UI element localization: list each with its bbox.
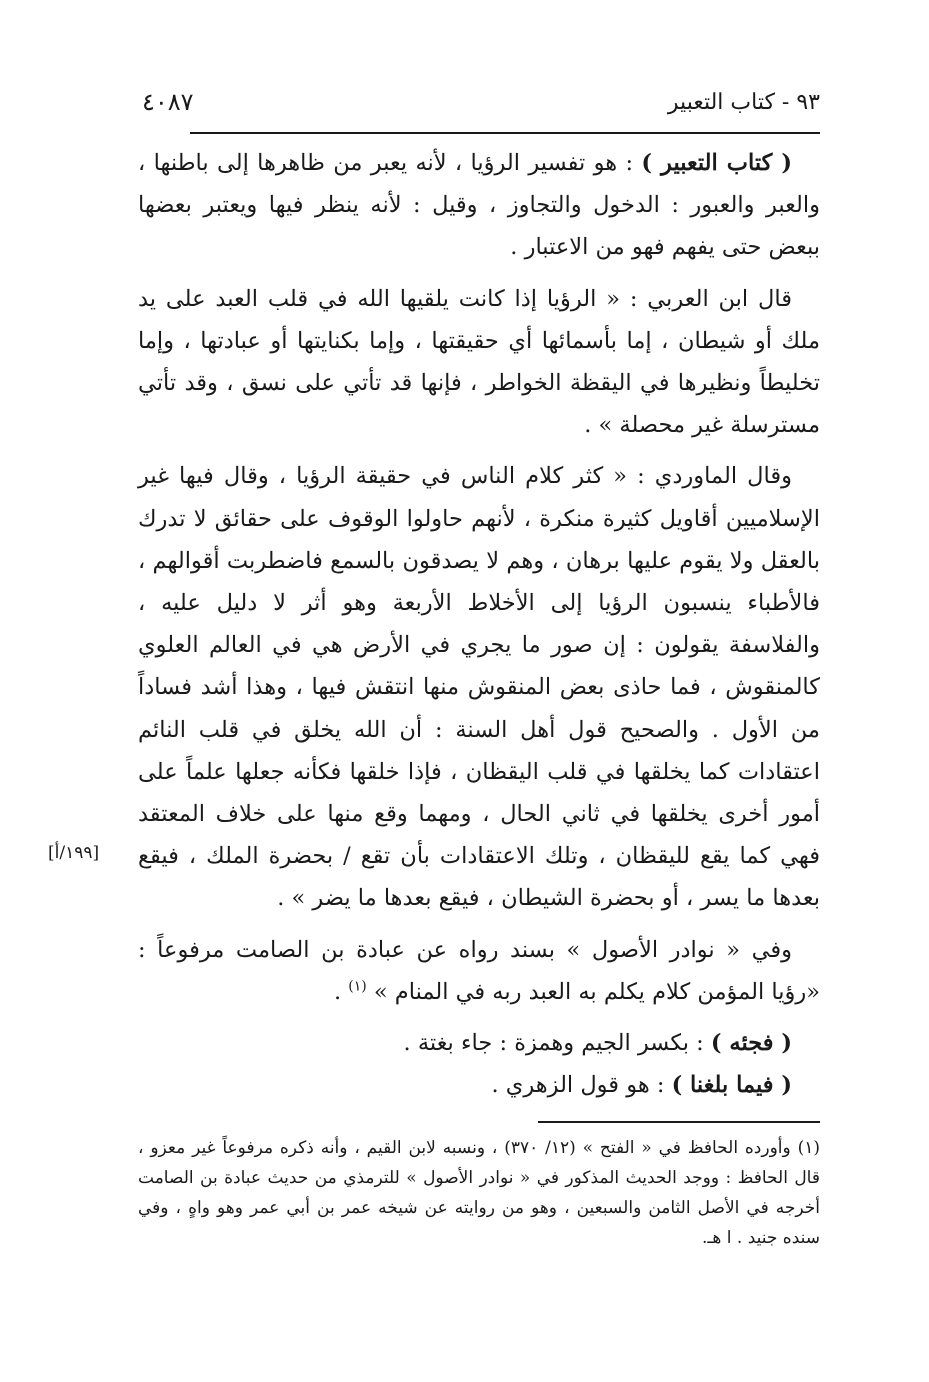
paragraph-text: وفي « نوادر الأصول » بسند رواه عن عبادة بن الصامت مرفوعاً : «رؤيا المؤمن كلام يكلم به العبد ربه في المنام » [138,936,820,1005]
footnote-separator [538,1121,820,1123]
term-heading: ( كتاب التعبير ) [641,150,792,176]
header-rule [190,132,820,134]
paragraph-text: : هو تفسير الرؤيا ، لأنه يعبر من ظاهرها إلى باطنها ، والعبر والعبور : الدخول والتجاوز ، وقيل : لأنه ينظر فيها ويعتبر بعضها ببعض حتى يفهم فهو من الاعتبار . [138,150,820,261]
page-header [138,86,820,126]
term-heading: ( فيما بلغنا ) [671,1072,792,1099]
term-heading: ( فجئه ) [710,1030,792,1057]
entry-text: : بكسر الجيم وهمزة : جاء بغتة . [403,1030,711,1057]
manuscript-margin-reference: [١٩٩/أ] [48,843,100,863]
paragraph-end: . [333,978,349,1005]
entry-text: : هو قول الزهري . [491,1072,672,1099]
paragraph-nawadir-al-usul [138,929,820,1013]
main-text [138,142,820,1106]
paragraph-kitab-al-tabir [138,142,820,269]
entry-fima-balaghana [138,1064,820,1106]
entry-fajiah [138,1022,820,1064]
paragraph-ibn-al-arabi: قال ابن العربي : « الرؤيا إذا كانت يلقيها الله في قلب العبد على يد ملك أو شيطان ، إما بأسمائها أي حقيقتها ، وإما بكنايتها أو عبادتها ، وإما تخليطاً ونظيرها في اليقظة الخواطر ، فإنها قد تأتي على نسق ، وقد تأتي مسترسلة غير محصلة » . [138,285,820,439]
footnote-1: (١) وأورده الحافظ في « الفتح » (١٢/ ٣٧٠) ، ونسبه لابن القيم ، وأنه ذكره مرفوعاً غير معزو ، قال الحافظ : ووجد الحديث المذكور في « نوادر الأصول » للترمذي من حديث عبادة بن الصامت أخرجه في الأصل الثامن والسبعين ، وهو من روايته عن شيخه عمر بن أبي عمر وهو واهٍ ، وفي سنده جنيد . ا هـ. [138,1138,820,1248]
running-title: ٩٣ - كتاب التعبير [667,90,820,115]
footnotes [138,1133,820,1253]
page-number: ٤٠٨٧ [142,88,194,116]
paragraph-al-mawardi: وقال الماوردي : « كثر كلام الناس في حقيقة الرؤيا ، وقال فيها غير الإسلاميين أقاويل كثيرة منكرة ، لأنهم حاولوا الوقوف على حقائق لا تدرك بالعقل ولا يقوم عليها برهان ، وهم لا يصدقون بالسمع فاضطربت أقوالهم ، فالأطباء ينسبون الرؤيا إلى الأخلاط الأربعة وهو أثر لا دليل عليه ، والفلاسفة يقولون : إن صور ما يجري في الأرض هي في العالم العلوي كالمنقوش ، فما حاذى بعض المنقوش منها انتقش فيها ، وهذا أشد فساداً من الأول . والصحيح قول أهل السنة : أن الله يخلق في قلب النائم اعتقادات كما يخلقها في قلب اليقظان ، فإذا خلقها فكأنه جعلها علماً على أمور أخرى يخلقها في ثاني الحال ، ومهما وقع منها على خلاف المعتقد فهي كما يقع لليقظان ، وتلك الاعتقادات بأن تقع / بحضرة الملك ، فيقع بعدها ما يسر ، أو بحضرة الشيطان ، فيقع بعدها ما يضر » . [138,463,820,912]
footnote-reference: (١) [348,978,367,995]
